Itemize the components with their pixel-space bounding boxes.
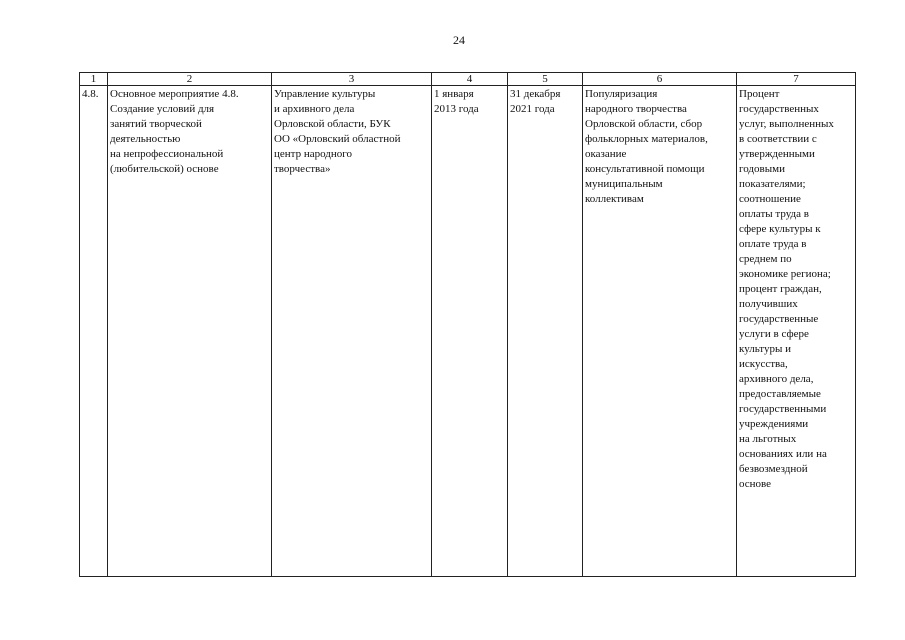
indicators-text: Процент государственных услуг, выполненных в соответствии с утвержденными годовыми показателями; соотношение оплаты труда в сфере культуры к оплате труда в среднем по экономике региона; процент граждан, получивших государственные услуги в сфере культуры и искусства, архивного дела, предоставляемые государственными учреждениями на льготных основаниях или на безвозмездной основе xyxy=(739,88,834,490)
row-index-cell xyxy=(80,86,108,577)
column-number-row xyxy=(80,73,856,86)
indicators-cell xyxy=(737,86,856,577)
result-cell xyxy=(583,86,737,577)
column-number-7: 7 xyxy=(737,73,856,86)
result-text: Популяризация народного творчества Орловской области, сбор фольклорных материалов, оказание консультативной помощи муниципальным коллективам xyxy=(585,88,708,205)
activity-text: Основное мероприятие 4.8. Создание условий для занятий творческой деятельностью на непрофессиональной (любительской) основе xyxy=(110,88,239,175)
end-date-cell xyxy=(508,86,583,577)
column-number-3: 3 xyxy=(272,73,432,86)
executor-text: Управление культуры и архивного дела Орловской области, БУК ОО «Орловский областной центр народного творчества» xyxy=(274,88,401,175)
activity-cell xyxy=(108,86,272,577)
column-number-5: 5 xyxy=(508,73,583,86)
start-date-text: 1 января 2013 года xyxy=(434,88,479,115)
table-row xyxy=(80,86,856,577)
page-number: 24 xyxy=(453,33,465,47)
column-number-2: 2 xyxy=(108,73,272,86)
start-date-cell xyxy=(432,86,508,577)
column-number-4: 4 xyxy=(432,73,508,86)
end-date-text: 31 декабря 2021 года xyxy=(510,88,561,115)
row-index: 4.8. xyxy=(82,88,99,100)
column-number-6: 6 xyxy=(583,73,737,86)
column-number-1: 1 xyxy=(80,73,108,86)
program-activities-table xyxy=(79,72,856,577)
executor-cell xyxy=(272,86,432,577)
